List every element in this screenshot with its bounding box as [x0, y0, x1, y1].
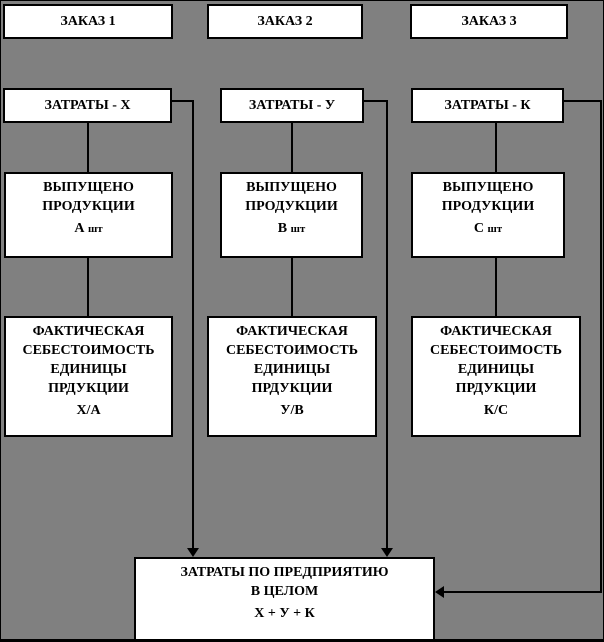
unit-cost-1-line1: ФАКТИЧЕСКАЯ — [32, 324, 145, 339]
connector-costs-output-3 — [495, 123, 497, 172]
output-3-line1: ВЫПУЩЕНО — [442, 180, 534, 195]
arrow-left-k-icon — [435, 586, 444, 598]
output-1-box — [4, 172, 173, 258]
unit-cost-1-box — [4, 316, 173, 437]
order-3-label: ЗАКАЗ 3 — [461, 14, 517, 29]
output-2-line2: ПРОДУКЦИИ — [245, 199, 338, 214]
unit-cost-2-line4: ПРДУКЦИИ — [251, 381, 333, 396]
unit-cost-2-line1: ФАКТИЧЕСКАЯ — [236, 324, 348, 339]
unit-cost-3-formula: К/С — [483, 403, 509, 418]
connector-y-horizontal — [364, 100, 388, 102]
total-costs-box — [134, 557, 435, 641]
output-1-quantity — [6, 219, 171, 239]
connector-x-vertical — [192, 100, 194, 549]
unit-cost-3-line2: СЕБЕСТОИМОСТЬ — [429, 343, 563, 358]
output-1-qty-unit: шт — [87, 223, 103, 235]
costs-y-label: ЗАТРАТЫ - У — [248, 98, 336, 113]
output-1-qty-value: А — [74, 221, 85, 236]
costs-k-box — [411, 88, 564, 123]
unit-cost-3-box — [411, 316, 581, 437]
unit-cost-3-line1: ФАКТИЧЕСКАЯ — [440, 324, 552, 339]
output-3-qty-unit: шт — [487, 223, 503, 235]
order-1-label: ЗАКАЗ 1 — [60, 14, 116, 29]
unit-cost-2-line3: ЕДИНИЦЫ — [253, 362, 331, 377]
order-1-box — [3, 4, 173, 39]
connector-k-vertical — [600, 100, 602, 593]
unit-cost-2-formula: У/В — [280, 403, 304, 418]
output-3-qty-value: С — [473, 221, 484, 236]
order-2-box — [207, 4, 363, 39]
order-2-label: ЗАКАЗ 2 — [257, 14, 313, 29]
connector-output-unitcost-2 — [291, 258, 293, 316]
output-3-line2: ПРОДУКЦИИ — [441, 199, 535, 214]
output-3-quantity — [413, 219, 563, 239]
output-3-box — [411, 172, 565, 258]
arrow-down-x-icon — [187, 548, 199, 557]
unit-cost-1-line4: ПРДУКЦИИ — [48, 381, 129, 396]
arrow-down-y-icon — [381, 548, 393, 557]
output-1-line1: ВЫПУЩЕНО — [43, 180, 134, 195]
total-costs-line1: ЗАТРАТЫ ПО ПРЕДПРИЯТИЮ — [180, 565, 389, 580]
output-2-qty-value: В — [277, 221, 288, 236]
unit-cost-3-line3: ЕДИНИЦЫ — [457, 362, 535, 377]
connector-k-horizontal-bottom — [443, 591, 602, 593]
unit-cost-2-line2: СЕБЕСТОИМОСТЬ — [225, 343, 359, 358]
output-2-qty-unit: шт — [290, 223, 306, 235]
connector-costs-output-2 — [291, 123, 293, 172]
unit-cost-2-box — [207, 316, 377, 437]
connector-output-unitcost-3 — [495, 258, 497, 316]
output-1-line2: ПРОДУКЦИИ — [42, 199, 135, 214]
connector-k-horizontal-top — [564, 100, 602, 102]
costs-x-box — [3, 88, 172, 123]
total-costs-line2: В ЦЕЛОМ — [250, 584, 319, 599]
costs-k-label: ЗАТРАТЫ - К — [444, 98, 531, 113]
total-costs-formula: Х + У + К — [254, 606, 315, 621]
connector-x-horizontal — [172, 100, 194, 102]
connector-costs-output-1 — [87, 123, 89, 172]
unit-cost-1-formula: Х/А — [76, 403, 101, 418]
costs-y-box — [220, 88, 364, 123]
costs-x-label: ЗАТРАТЫ - Х — [44, 98, 131, 113]
output-2-box — [220, 172, 363, 258]
connector-output-unitcost-1 — [87, 258, 89, 316]
unit-cost-1-line3: ЕДИНИЦЫ — [50, 362, 127, 377]
unit-cost-1-line2: СЕБЕСТОИМОСТЬ — [22, 343, 155, 358]
unit-cost-3-line4: ПРДУКЦИИ — [455, 381, 537, 396]
output-2-line1: ВЫПУЩЕНО — [246, 180, 337, 195]
output-2-quantity — [222, 219, 361, 239]
order-3-box — [410, 4, 568, 39]
connector-y-vertical — [386, 100, 388, 549]
